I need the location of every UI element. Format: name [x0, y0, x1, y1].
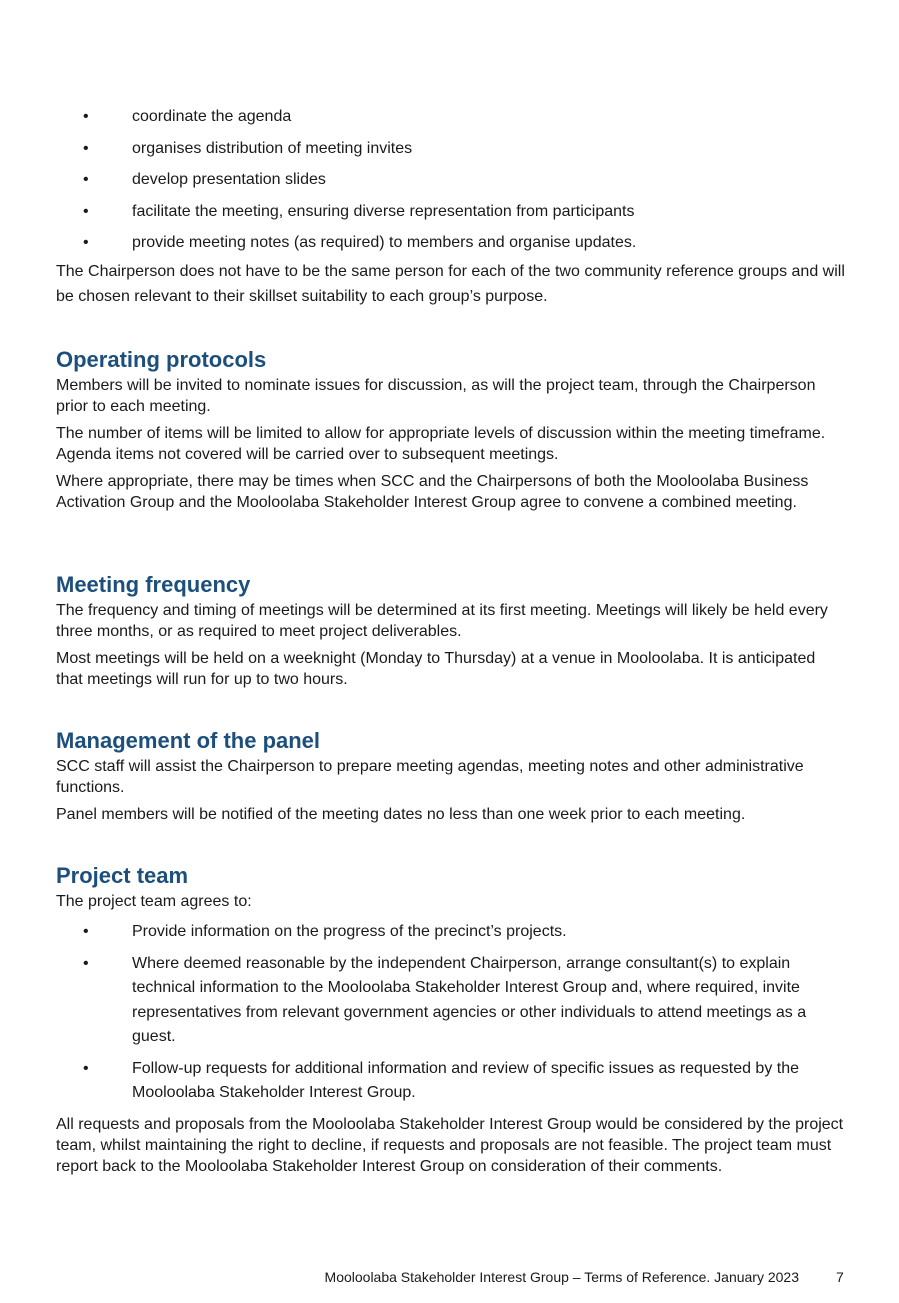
bullet-icon: •	[83, 139, 89, 157]
bullet-icon: •	[83, 1059, 89, 1077]
panel-management-section	[56, 726, 846, 831]
closing-paragraph: All requests and proposals from the Mooloolaba Stakeholder Interest Group would be considered by the project team, whilst maintaining the right to decline, if requests and proposals are not feasible. The project team must report back to the Mooloolaba Stakeholder Interest Group on consideration of their comments.	[56, 1116, 844, 1175]
paragraph: SCC staff will assist the Chairperson to prepare meeting agendas, meeting notes and other administrative functions.	[56, 758, 804, 796]
paragraph: Panel members will be notified of the meeting dates no less than one week prior to each meeting.	[56, 806, 746, 823]
list-item: • facilitate the meeting, ensuring diverse representation from participants	[56, 200, 636, 225]
list-item: • organises distribution of meeting invites	[56, 137, 636, 162]
chairperson-duties-list	[56, 105, 636, 263]
bullet-icon: •	[83, 108, 89, 125]
meeting-frequency-section	[56, 570, 846, 696]
list-item: • Where deemed reasonable by the independent Chairperson, arrange consultant(s) to explain technical information to the Mooloolaba Stakeholder Interest Group and, where required, invite representatives from relevant government agencies or other individuals to attend meetings as a guest.	[56, 952, 846, 1050]
bullet-icon: •	[83, 923, 89, 940]
chairperson-note: The Chairperson does not have to be the same person for each of the two community reference groups and will be chosen relevant to their skillset suitability to each group’s purpose.	[56, 263, 845, 305]
bullet-icon: •	[83, 202, 89, 220]
paragraph: Where appropriate, there may be times when SCC and the Chairpersons of both the Mooloolaba Business Activation Group and the Mooloolaba Stakeholder Interest Group agree to convene a combined meeting.	[56, 473, 809, 511]
section-heading: Meeting frequency	[56, 572, 251, 597]
paragraph: The project team agrees to:	[56, 893, 252, 910]
paragraph: The number of items will be limited to allow for appropriate levels of discussion within the meeting timeframe. Agenda items not covered will be carried over to subsequent meetings.	[56, 425, 826, 463]
bullet-icon: •	[83, 171, 89, 188]
paragraph: Most meetings will be held on a weeknight (Monday to Thursday) at a venue in Mooloolaba. It is anticipated that meetings will run for up to two hours.	[56, 650, 816, 688]
project-team-list	[56, 920, 846, 1106]
footer-title: Mooloolaba Stakeholder Interest Group – Terms of Reference. January 2023	[324, 1269, 799, 1285]
list-item: • provide meeting notes (as required) to members and organise updates.	[56, 231, 636, 256]
paragraph: Members will be invited to nominate issues for discussion, as will the project team, through the Chairperson prior to each meeting.	[56, 377, 816, 415]
list-item: • develop presentation slides	[56, 168, 636, 193]
project-team-section	[56, 861, 846, 1113]
list-item: • Follow-up requests for additional information and review of specific issues as requested by the Mooloolaba Stakeholder Interest Group.	[56, 1057, 846, 1106]
section-heading: Operating protocols	[56, 347, 267, 372]
paragraph: The frequency and timing of meetings will be determined at its first meeting. Meetings will likely be held every three months, or as required to meet project deliverables.	[56, 602, 828, 640]
section-heading: Management of the panel	[56, 728, 321, 753]
section-heading: Project team	[56, 863, 189, 888]
bullet-icon: •	[83, 234, 89, 251]
operating-protocols-section	[56, 345, 846, 519]
list-item: • coordinate the agenda	[56, 105, 636, 130]
bullet-icon: •	[83, 954, 89, 972]
list-item: • Provide information on the progress of the precinct’s projects.	[56, 920, 846, 945]
page-number: 7	[836, 1269, 844, 1285]
